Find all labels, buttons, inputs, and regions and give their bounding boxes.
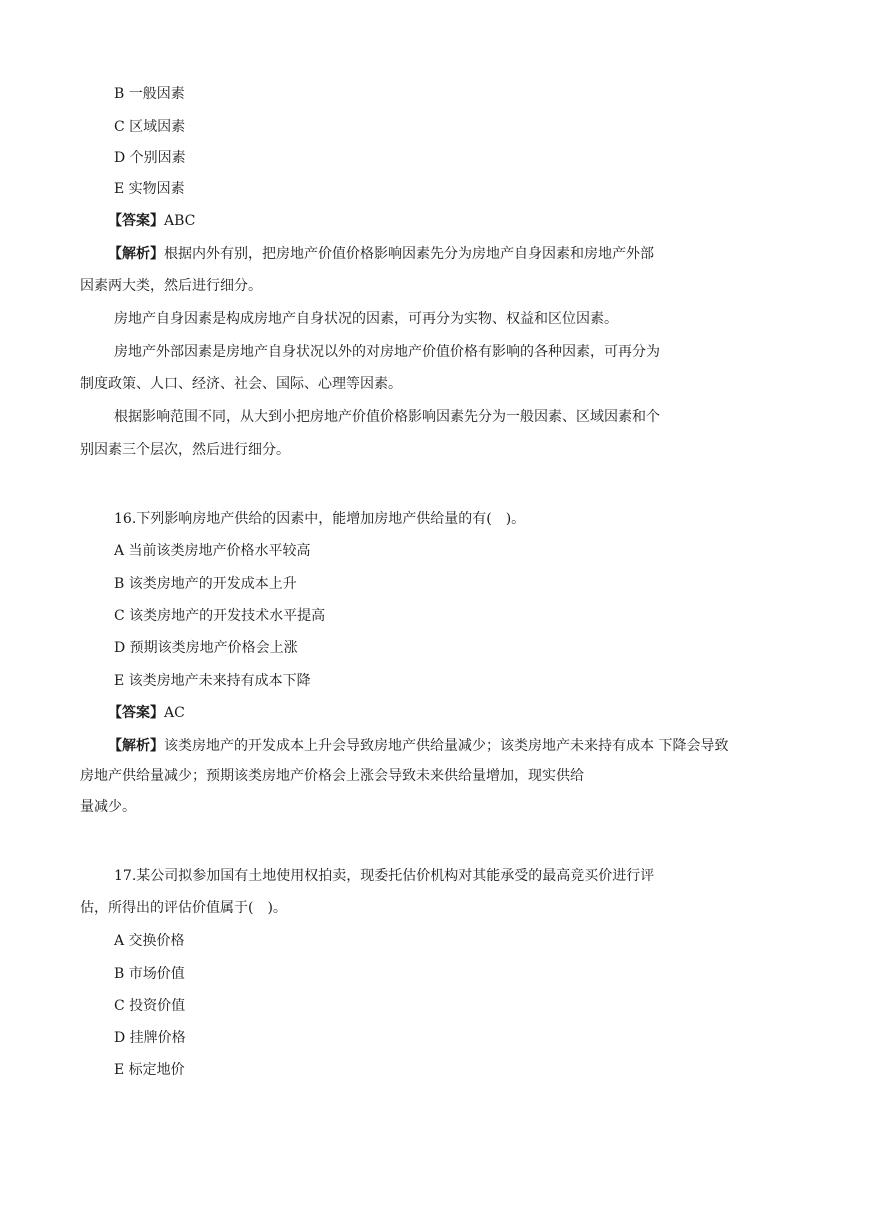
- q16-analysis-line: [108, 736, 728, 756]
- q16-option-e: E 该类房地产未来持有成本下降: [114, 673, 311, 689]
- q17-option-c: C 投资价值: [114, 998, 186, 1014]
- option-d: D 个别因素: [114, 150, 186, 166]
- q16-option-b: B 该类房地产的开发成本上升: [114, 576, 297, 592]
- answer-value: ABC: [164, 213, 196, 229]
- analysis-text: 房地产外部因素是房地产自身状况以外的对房地产价值价格有影响的各种因素，可再分为: [114, 344, 660, 360]
- analysis-text: 制度政策、人口、经济、社会、国际、心理等因素。: [80, 376, 402, 392]
- option-c: C 区域因素: [114, 119, 186, 135]
- q17-option-e: E 标定地价: [114, 1062, 185, 1078]
- q16-option-a: A 当前该类房地产价格水平较高: [114, 543, 311, 559]
- analysis-text: 量减少。: [80, 799, 136, 815]
- answer-line: [108, 211, 195, 231]
- q17-option-b: B 市场价值: [114, 966, 185, 982]
- question-17-stem-cont: 估，所得出的评估价值属于( )。: [80, 900, 287, 916]
- question-17-stem: 17.某公司拟参加国有土地使用权拍卖，现委托估价机构对其能承受的最高竞买价进行评: [114, 868, 655, 884]
- analysis-tag: 【解析】: [108, 738, 164, 754]
- option-e: E 实物因素: [114, 181, 185, 197]
- analysis-text: 房地产自身因素是构成房地产自身状况的因素，可再分为实物、权益和区位因素。: [114, 311, 618, 327]
- q17-option-d: D 挂牌价格: [114, 1030, 186, 1046]
- option-b: B 一般因素: [114, 86, 185, 102]
- analysis-text: 根据影响范围不同，从大到小把房地产价值价格影响因素先分为一般因素、区域因素和个: [114, 409, 660, 425]
- q16-option-c: C 该类房地产的开发技术水平提高: [114, 608, 326, 624]
- analysis-text: 该类房地产的开发成本上升会导致房地产供给量减少；该类房地产未来持有成本 下降会导致: [164, 738, 729, 754]
- answer-tag: 【答案】: [108, 213, 164, 229]
- analysis-text: 房地产供给量减少；预期该类房地产价格会上涨会导致未来供给量增加，现实供给: [80, 768, 584, 784]
- analysis-tag: 【解析】: [108, 246, 164, 262]
- analysis-text: 根据内外有别，把房地产价值价格影响因素先分为房地产自身因素和房地产外部: [164, 246, 654, 262]
- analysis-line: [108, 244, 654, 264]
- q17-option-a: A 交换价格: [114, 933, 185, 949]
- q16-option-d: D 预期该类房地产价格会上涨: [114, 640, 298, 656]
- answer-tag: 【答案】: [108, 705, 164, 721]
- answer-value: AC: [164, 705, 185, 721]
- q16-answer-line: [108, 703, 185, 723]
- analysis-text: 因素两大类，然后进行细分。: [80, 278, 262, 294]
- question-16-stem: 16.下列影响房地产供给的因素中，能增加房地产供给量的有( )。: [114, 511, 526, 527]
- analysis-text: 别因素三个层次，然后进行细分。: [80, 442, 290, 458]
